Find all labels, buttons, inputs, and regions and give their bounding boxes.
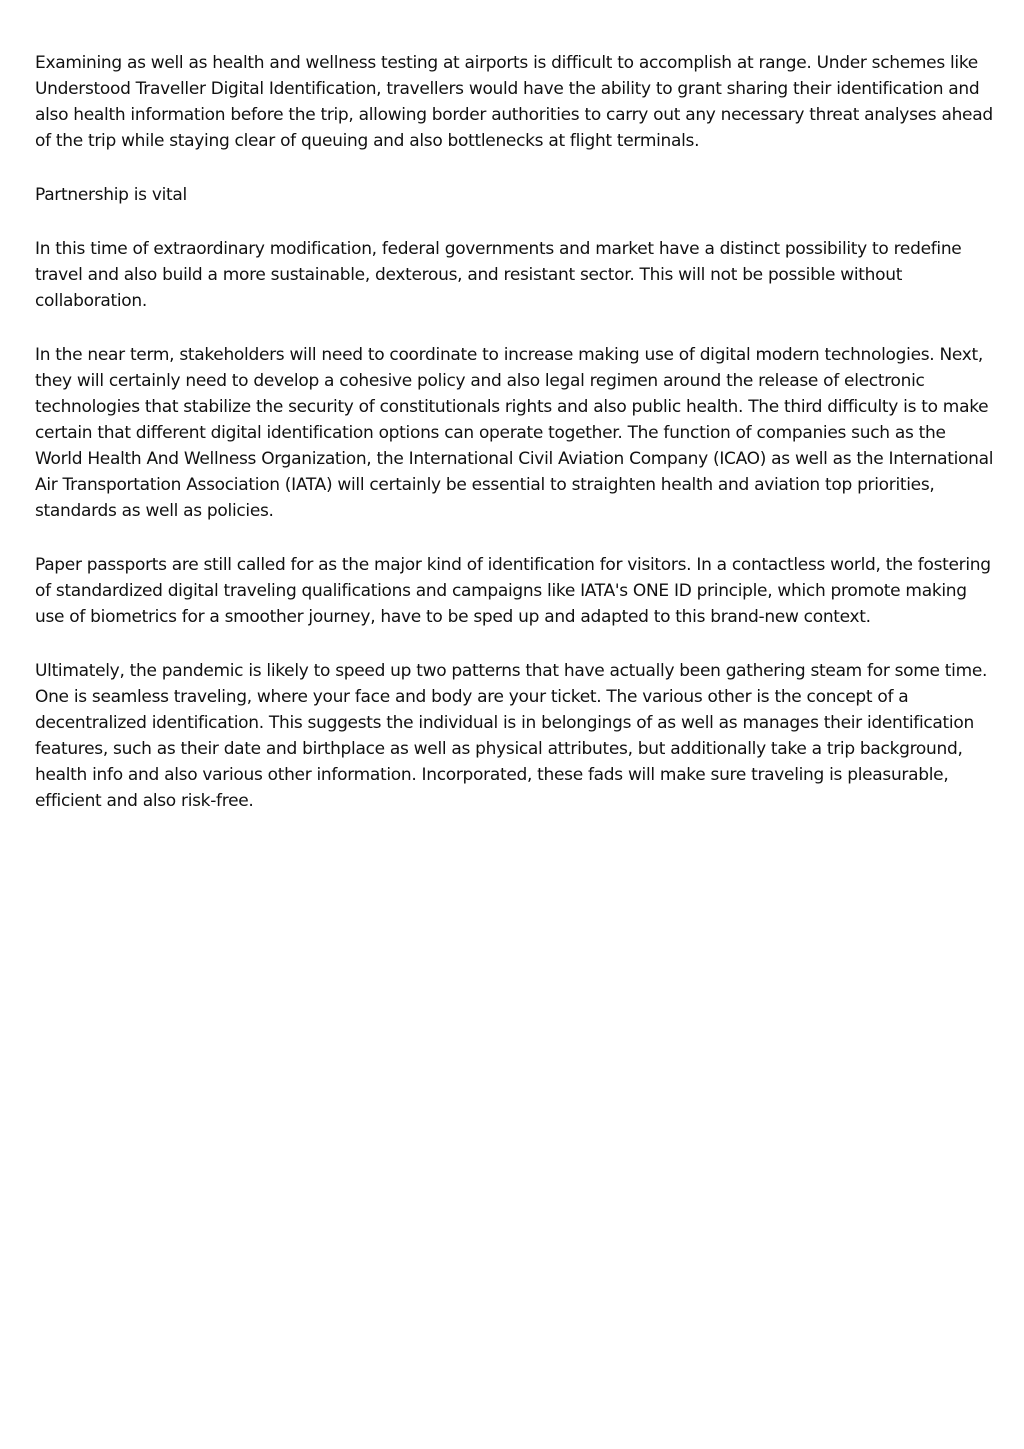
paragraph-airport-testing: Examining as well as health and wellness testing at airports is difficult to accomplish at range. Under schemes like Understood Traveller Digital Identification, travellers would have the ability to grant sharing their identification and also health information before the trip, allowing border authorities to carry out any necessary threat analyses ahead of the trip while staying clear of queuing and also bottlenecks at flight terminals. xyxy=(35,53,993,151)
paragraph-near-term: In the near term, stakeholders will need to coordinate to increase making use of digital modern technologies. Next, they will certainly need to develop a cohesive policy and also legal regimen around the release of electronic technologies that stabilize the security of constitutionals rights and also public health. The third difficulty is to make certain that different digital identification options can operate together. The function of companies such as the World Health And Wellness Organization, the International Civil Aviation Company (ICAO) as well as the International Air Transportation Association (IATA) will certainly be essential to straighten health and aviation top priorities, standards as well as policies. xyxy=(35,345,994,521)
section-heading-partnership: Partnership is vital xyxy=(35,185,187,205)
paragraph-pandemic-patterns: Ultimately, the pandemic is likely to speed up two patterns that have actually been gathering steam for some time. One is seamless traveling, where your face and body are your ticket. The various other is the concept of a decentralized identification. This suggests the individual is in belongings of as well as manages their identification features, such as their date and birthplace as well as physical attributes, but additionally take a trip background, health info and also various other information. Incorporated, these fads will make sure traveling is pleasurable, efficient and also risk-free. xyxy=(35,661,988,811)
paragraph-extraordinary-modification: In this time of extraordinary modification, federal governments and market have a distinct possibility to redefine travel and also build a more sustainable, dexterous, and resistant sector. This will not be possible without collaboration. xyxy=(35,239,962,311)
document-page xyxy=(35,50,997,842)
paragraph-paper-passports: Paper passports are still called for as the major kind of identification for visitors. In a contactless world, the fostering of standardized digital traveling qualifications and campaigns like IATA's ONE ID principle, which promote making use of biometrics for a smoother journey, have to be sped up and adapted to this brand-new context. xyxy=(35,555,991,627)
